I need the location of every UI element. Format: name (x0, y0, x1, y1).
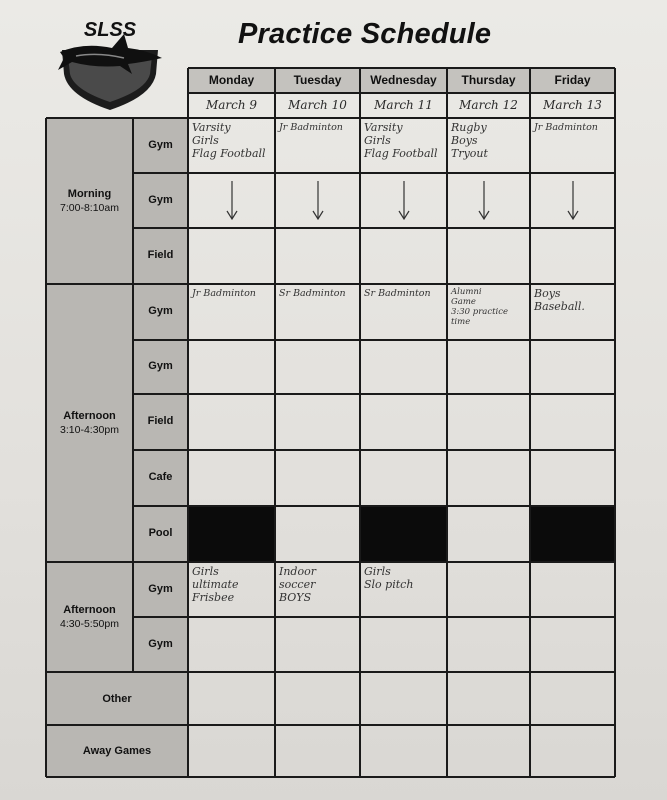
schedule-entry (192, 565, 273, 604)
grid-line (446, 68, 447, 777)
day-date: March 13 (543, 98, 602, 112)
continue-arrow-icon (565, 181, 581, 220)
entry-line: Varsity (192, 121, 231, 134)
entry-line: Tryout (451, 147, 488, 160)
entry-line: Game (451, 297, 476, 307)
entry-line: Girls (192, 565, 219, 578)
grid-line (614, 68, 616, 777)
entry-line: Varsity (364, 121, 403, 134)
section-time: 3:10-4:30pm (60, 424, 119, 436)
entry-line: Jr Badminton (534, 122, 598, 133)
venue-label: Gym (148, 138, 173, 151)
schedule-entry (279, 565, 358, 604)
entry-line: Girls (364, 134, 391, 147)
schedule-entry (279, 287, 358, 300)
entry-line: ultimate (192, 578, 239, 591)
section-label (46, 692, 188, 706)
day-date: March 9 (205, 98, 258, 112)
day-date: March 11 (374, 98, 433, 112)
grid-line (188, 67, 615, 69)
day-name: Wednesday (370, 73, 437, 87)
entry-line: Jr Badminton (192, 288, 256, 299)
entry-line: Sr Badminton (364, 288, 431, 299)
continue-arrow-icon (476, 181, 492, 220)
schedule-entry (364, 287, 445, 300)
schedule-entry (534, 121, 613, 134)
venue-label: Field (147, 415, 174, 427)
day-name: Monday (208, 73, 255, 87)
day-name: Tuesday (293, 73, 342, 87)
grid-line (274, 68, 275, 777)
continue-arrow-icon (396, 181, 412, 220)
entry-line: time (451, 317, 471, 327)
section-title: Afternoon (63, 604, 116, 616)
grid-line (359, 68, 360, 777)
section-title: Other (102, 692, 132, 705)
grid-line (45, 118, 47, 777)
grid-line (133, 227, 615, 228)
entry-line: Flag Football (364, 147, 438, 160)
section-label (46, 409, 133, 437)
schedule-entry (534, 287, 613, 313)
grid-line (133, 616, 615, 617)
grid-line (188, 92, 615, 93)
venue-label: Gym (148, 582, 173, 595)
entry-line: soccer (279, 578, 316, 591)
continue-arrow-icon (310, 181, 326, 220)
entry-line: Boys (451, 134, 478, 147)
schedule-entry (279, 121, 358, 134)
entry-line: Jr Badminton (279, 122, 343, 133)
entry-line: Sr Badminton (279, 288, 346, 299)
section-time: 7:00-8:10am (60, 202, 119, 214)
section-label (46, 603, 133, 631)
entry-line: 3:30 practice (451, 307, 509, 317)
blocked-cell (188, 506, 275, 562)
blocked-cell (360, 506, 447, 562)
grid-line (529, 68, 530, 777)
grid-line (133, 449, 615, 450)
entry-line: Frisbee (192, 591, 235, 604)
schedule-entry (451, 287, 528, 327)
entry-line: Baseball. (534, 300, 585, 313)
section-label (46, 744, 188, 758)
section-time: 4:30-5:50pm (60, 618, 119, 630)
entry-line: BOYS (279, 591, 312, 604)
section-title: Away Games (82, 745, 152, 757)
schedule-entry (192, 121, 273, 160)
venue-label: Gym (148, 360, 173, 372)
entry-line: Boys (534, 287, 561, 300)
venue-label: Gym (148, 637, 173, 650)
venue-label: Cafe (148, 471, 173, 483)
entry-line: Rugby (451, 121, 487, 134)
day-date: March 10 (288, 98, 347, 112)
schedule-entry (364, 121, 445, 160)
venue-label: Gym (148, 193, 173, 206)
entry-line: Girls (364, 565, 391, 578)
section-title: Afternoon (63, 410, 116, 422)
schedule-entry (451, 121, 528, 160)
continue-arrow-icon (224, 181, 240, 220)
grid-line (133, 393, 615, 394)
page-title: Practice Schedule (238, 18, 492, 50)
entry-line: Girls (192, 134, 219, 147)
day-date: March 12 (459, 98, 518, 112)
entry-line: Flag Football (192, 147, 266, 160)
day-name: Friday (554, 73, 591, 87)
venue-label: Pool (148, 527, 173, 539)
entry-line: Slo pitch (364, 578, 414, 591)
venue-label: Field (147, 249, 174, 261)
blocked-cell (530, 506, 615, 562)
entry-line: Alumni (451, 287, 482, 297)
section-title: Morning (67, 188, 112, 200)
entry-line: Indoor (279, 565, 316, 578)
day-name: Thursday (461, 73, 516, 87)
grid-line (133, 339, 615, 340)
grid-line (133, 505, 615, 506)
grid-line (133, 172, 615, 173)
logo-text: SLSS (83, 19, 137, 41)
venue-label: Gym (148, 305, 173, 317)
schedule-entry (364, 565, 445, 591)
schedule-entry (192, 287, 273, 300)
section-label (46, 187, 133, 215)
